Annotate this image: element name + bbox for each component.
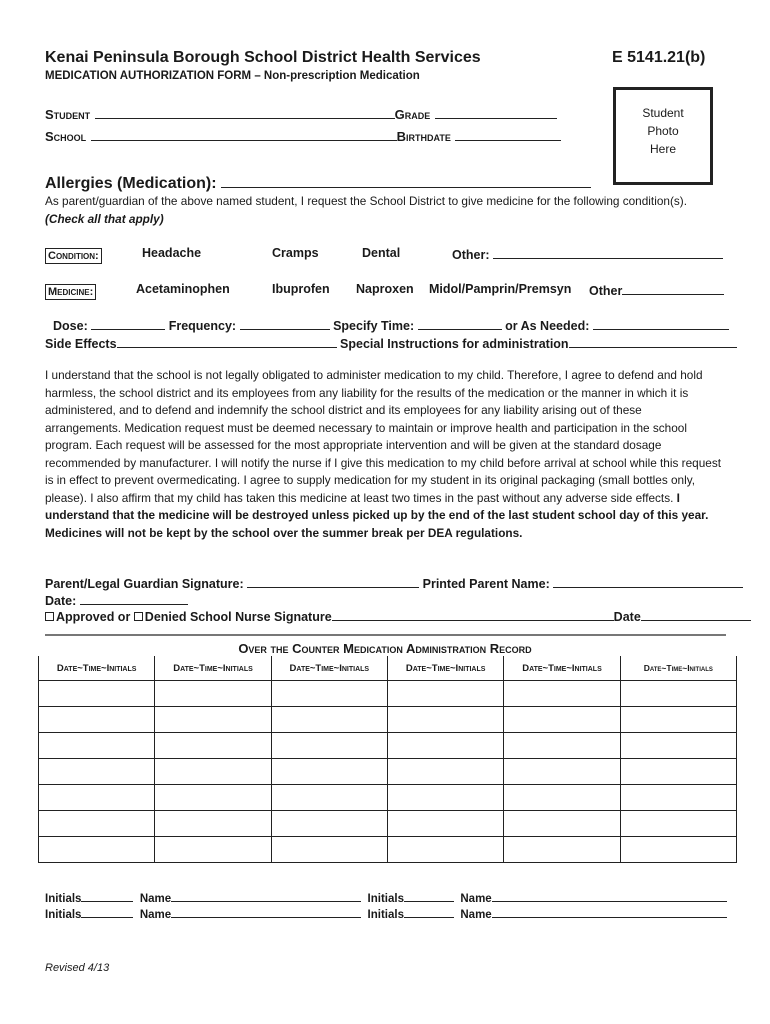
- record-cell[interactable]: [504, 785, 620, 811]
- specify-time-label: Specify Time:: [333, 319, 415, 333]
- record-column-header: Date~Time~Initials: [39, 656, 155, 681]
- record-cell[interactable]: [271, 785, 387, 811]
- date-row: [45, 592, 188, 608]
- side-effects-row: [45, 335, 737, 351]
- intro-text: [45, 193, 695, 228]
- form-title: Kenai Peninsula Borough School District Health Services: [45, 49, 481, 66]
- record-cell[interactable]: [39, 733, 155, 759]
- record-cell[interactable]: [387, 837, 503, 863]
- name-label: Name: [139, 909, 172, 921]
- printed-name-label: Printed Parent Name:: [422, 577, 550, 591]
- photo-text-1: Student: [642, 106, 684, 120]
- name-label: Name: [139, 893, 172, 905]
- record-header-row: [39, 656, 737, 681]
- record-cell[interactable]: [504, 681, 620, 707]
- record-cell[interactable]: [504, 707, 620, 733]
- frequency-label: Frequency:: [168, 319, 237, 333]
- side-effects-label: Side Effects: [45, 337, 117, 351]
- medicine-row: [45, 282, 96, 300]
- form-code: E 5141.21(b): [612, 49, 706, 66]
- record-cell[interactable]: [504, 759, 620, 785]
- medicine-acetaminophen[interactable]: Acetaminophen: [136, 282, 230, 296]
- special-instructions-field[interactable]: [569, 335, 737, 348]
- initials-row-1: [45, 889, 727, 905]
- record-cell[interactable]: [39, 785, 155, 811]
- medicine-label: Medicine:: [45, 284, 96, 300]
- name-label: Name: [460, 893, 492, 905]
- photo-text-3: Here: [649, 142, 676, 156]
- student-row: [45, 106, 557, 124]
- condition-dental[interactable]: Dental: [362, 246, 401, 260]
- name-field[interactable]: [171, 905, 361, 918]
- record-cell[interactable]: [387, 707, 503, 733]
- initials-field[interactable]: [404, 905, 454, 918]
- name-field[interactable]: [492, 889, 727, 902]
- initials-label: Initials: [45, 909, 82, 921]
- condition-row: [45, 246, 102, 264]
- dosing-row: [53, 317, 729, 333]
- medicine-other-label: Other: [589, 284, 623, 298]
- record-cell[interactable]: [271, 837, 387, 863]
- condition-other-label: Other:: [452, 248, 490, 262]
- record-column-header: Date~Time~Initials: [504, 656, 620, 681]
- record-cell[interactable]: [155, 707, 271, 733]
- form-subtitle: MEDICATION AUTHORIZATION FORM – Non-prescription Medication: [45, 70, 420, 82]
- initials-label: Initials: [367, 909, 404, 921]
- agreement-body: I understand that the school is not legally obligated to administer medication to my child. Therefore, I agree to defend and hold harmless, the school district and its employees from any liability for the results of the medication or the manner in which it is administered, and to defend and indemnify the school district and its employees for any liability arising out of these arrangements. Medication request must be deemed necessary to maintain or improve health and participation in the school program. Each request will be assessed for the most appropriate intervention and will be given at the standard dosage recommended by manufacturer. I will notify the nurse if I give this medication to my child before arrival at school while this request is in effect to prevent overmedicating. I agree to supply medication for my student in its original packaging (small bottles only, please). I also affirm that my child has taken this medicine at least two times in the past without any adverse side effects.: [45, 368, 722, 505]
- record-cell[interactable]: [387, 681, 503, 707]
- record-cell[interactable]: [387, 785, 503, 811]
- record-cell[interactable]: [387, 733, 503, 759]
- approved-label: Approved or: [56, 610, 131, 624]
- initials-field[interactable]: [81, 905, 133, 918]
- frequency-field[interactable]: [240, 317, 330, 330]
- condition-cramps[interactable]: Cramps: [272, 246, 319, 260]
- record-cell[interactable]: [620, 759, 736, 785]
- record-cell[interactable]: [39, 707, 155, 733]
- record-cell[interactable]: [155, 837, 271, 863]
- record-cell[interactable]: [271, 811, 387, 837]
- condition-label: Condition:: [45, 248, 102, 264]
- record-cell[interactable]: [155, 733, 271, 759]
- record-cell[interactable]: [271, 707, 387, 733]
- record-cell[interactable]: [155, 785, 271, 811]
- medicine-naproxen[interactable]: Naproxen: [356, 282, 414, 296]
- dose-label: Dose:: [53, 319, 88, 333]
- name-label: Name: [460, 909, 492, 921]
- grade-label: Grade: [394, 107, 431, 122]
- student-field[interactable]: [95, 106, 395, 119]
- as-needed-field[interactable]: [593, 317, 729, 330]
- name-field[interactable]: [492, 905, 727, 918]
- initials-label: Initials: [45, 893, 82, 905]
- revision-note: Revised 4/13: [45, 962, 110, 974]
- record-cell[interactable]: [620, 785, 736, 811]
- record-cell[interactable]: [620, 707, 736, 733]
- record-cell[interactable]: [620, 811, 736, 837]
- record-cell[interactable]: [504, 811, 620, 837]
- administration-record-table: [38, 656, 737, 863]
- condition-other[interactable]: [452, 246, 723, 262]
- record-row: [39, 759, 737, 785]
- intro-body: As parent/guardian of the above named student, I request the School District to give medicine for the following condition(s).: [45, 194, 687, 208]
- record-cell[interactable]: [39, 681, 155, 707]
- parent-signature-field[interactable]: [247, 575, 419, 588]
- record-cell[interactable]: [504, 837, 620, 863]
- record-title: Over the Counter Medication Administration Record: [238, 641, 532, 656]
- record-column-header: Date~Time~Initials: [387, 656, 503, 681]
- agreement-bold: I understand that the medicine will be destroyed unless picked up by the end of the last student school day of this year. Medicines will not be kept by the school over the summer break per DEA regulations.: [45, 490, 709, 540]
- initials-field[interactable]: [404, 889, 454, 902]
- birthdate-field[interactable]: [455, 128, 561, 141]
- dose-field[interactable]: [91, 317, 165, 330]
- nurse-signature-label: School Nurse Signature: [189, 610, 332, 624]
- date-label: Date:: [45, 594, 77, 608]
- initials-label: Initials: [367, 893, 404, 905]
- allergies-row: [45, 172, 591, 193]
- student-photo-box: [613, 87, 713, 185]
- side-effects-field[interactable]: [117, 335, 337, 348]
- printed-name-field[interactable]: [553, 575, 743, 588]
- record-cell[interactable]: [155, 681, 271, 707]
- photo-text-2: Photo: [647, 124, 679, 138]
- date-field[interactable]: [80, 592, 188, 605]
- denied-checkbox[interactable]: [134, 612, 143, 621]
- special-instructions-label: Special Instructions for administration: [340, 337, 569, 351]
- medicine-other-field[interactable]: [622, 282, 724, 295]
- condition-headache[interactable]: Headache: [142, 246, 202, 260]
- record-cell[interactable]: [155, 811, 271, 837]
- parent-signature-row: [45, 575, 743, 591]
- record-cell[interactable]: [39, 759, 155, 785]
- nurse-date-label: Date: [613, 610, 641, 624]
- school-label: School: [45, 129, 87, 144]
- condition-other-field[interactable]: [493, 246, 723, 259]
- allergies-field[interactable]: [221, 172, 591, 188]
- record-row: [39, 811, 737, 837]
- medicine-other[interactable]: [589, 282, 724, 298]
- record-column-header: Date~Time~Initials: [620, 656, 736, 681]
- as-needed-label: or As Needed:: [505, 319, 590, 333]
- birthdate-label: Birthdate: [396, 129, 451, 144]
- record-cell[interactable]: [155, 759, 271, 785]
- medicine-ibuprofen[interactable]: Ibuprofen: [272, 282, 330, 296]
- record-cell[interactable]: [620, 837, 736, 863]
- school-row: [45, 128, 561, 146]
- parent-signature-label: Parent/Legal Guardian Signature:: [45, 577, 244, 591]
- record-cell[interactable]: [271, 681, 387, 707]
- record-row: [39, 837, 737, 863]
- record-cell[interactable]: [39, 811, 155, 837]
- record-cell[interactable]: [387, 759, 503, 785]
- record-row: [39, 681, 737, 707]
- specify-time-field[interactable]: [418, 317, 502, 330]
- allergies-label: Allergies (Medication):: [45, 175, 217, 192]
- record-cell[interactable]: [271, 733, 387, 759]
- record-cell[interactable]: [387, 811, 503, 837]
- initials-field[interactable]: [81, 889, 133, 902]
- medicine-midol[interactable]: Midol/Pamprin/Premsyn: [429, 282, 572, 296]
- student-label: Student: [45, 107, 91, 122]
- record-cell[interactable]: [620, 681, 736, 707]
- record-column-header: Date~Time~Initials: [271, 656, 387, 681]
- school-field[interactable]: [91, 128, 397, 141]
- denied-label: Denied: [144, 610, 187, 624]
- record-row: [39, 733, 737, 759]
- grade-field[interactable]: [435, 106, 557, 119]
- approved-checkbox[interactable]: [45, 612, 54, 621]
- nurse-signature-field[interactable]: [332, 608, 614, 621]
- record-row: [39, 785, 737, 811]
- nurse-row: [45, 608, 751, 624]
- record-column-header: Date~Time~Initials: [155, 656, 271, 681]
- section-divider: [45, 634, 726, 636]
- agreement-text: [45, 367, 721, 542]
- record-cell[interactable]: [271, 759, 387, 785]
- nurse-date-field[interactable]: [641, 608, 751, 621]
- record-row: [39, 707, 737, 733]
- initials-row-2: [45, 905, 727, 921]
- intro-emphasis: (Check all that apply): [45, 211, 164, 226]
- record-cell[interactable]: [39, 837, 155, 863]
- record-cell[interactable]: [504, 733, 620, 759]
- record-body: [39, 681, 737, 863]
- name-field[interactable]: [171, 889, 361, 902]
- record-cell[interactable]: [620, 733, 736, 759]
